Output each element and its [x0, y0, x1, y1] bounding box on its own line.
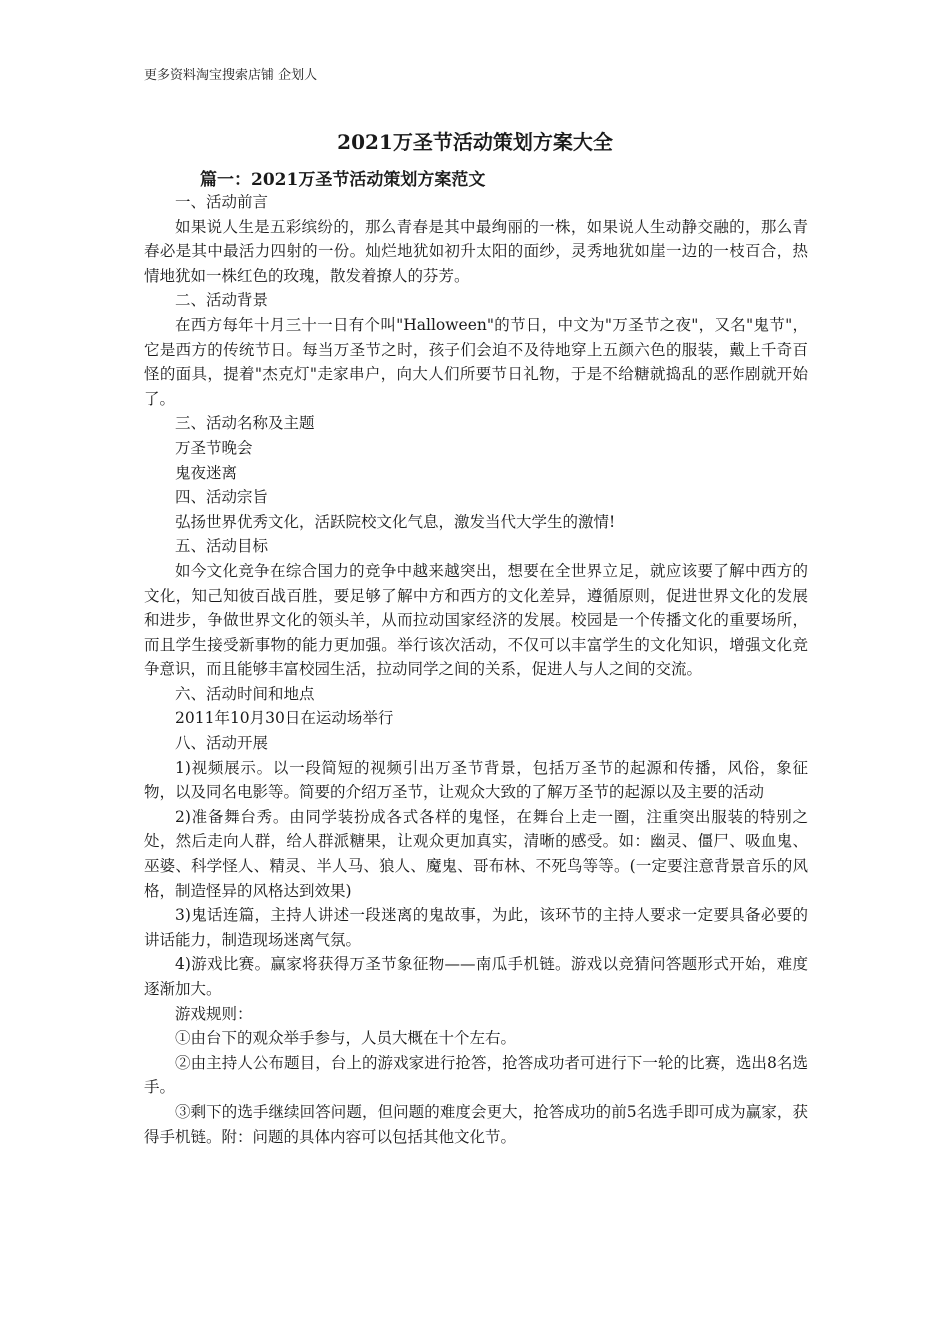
paragraph: ②由主持人公布题目，台上的游戏家进行抢答，抢答成功者可进行下一轮的比赛，选出8名选手。: [144, 1053, 808, 1097]
section-title: 篇一：2021万圣节活动策划方案范文: [200, 170, 486, 190]
paragraph: 4)游戏比赛。赢家将获得万圣节象征物——南瓜手机链。游戏以竞猜问答题形式开始，难度逐渐加大。: [144, 955, 808, 998]
paragraph: ①由台下的观众举手参与，人员大概在十个左右。: [175, 1029, 517, 1048]
paragraph: 2011年10月30日在运动场举行: [175, 709, 394, 728]
paragraph: 如果说人生是五彩缤纷的，那么青春是其中最绚丽的一株，如果说人生动静交融的，那么青春必是其中最活力四射的一份。灿烂地犹如初升太阳的面纱，灵秀地犹如崖一边的一枝百合，热情地犹如一株红色的玫瑰，散发着撩人的芬芳。: [144, 217, 808, 285]
paragraph: 在西方每年十月三十一日有个叫"Halloween"的节日，中文为"万圣节之夜"，又名"鬼节"，它是西方的传统节日。每当万圣节之时，孩子们会迫不及待地穿上五颜六色的服装，戴上千奇百怪的面具，提着"杰克灯"走家串户，向大人们所要节日礼物，于是不给糖就捣乱的恶作剧就开始了。: [144, 315, 808, 408]
paragraph: 八、活动开展: [175, 734, 269, 753]
paragraph: 游戏规则：: [175, 1004, 253, 1023]
paragraph: 2)准备舞台秀。由同学装扮成各式各样的鬼怪，在舞台上走一圈，注重突出服装的特别之处，然后走向人群，给人群派糖果，让观众更加真实，清晰的感受。如：幽灵、僵尸、吸血鬼、巫婆、科学怪人、精灵、半人马、狼人、魔鬼、哥布林、不死鸟等等。(一定要注意背景音乐的风格，制造怪异的风格达到效果): [144, 807, 808, 900]
header-note: 更多资料淘宝搜索店铺 企划人: [144, 68, 318, 83]
paragraph: 弘扬世界优秀文化，活跃院校文化气息，激发当代大学生的激情!: [175, 512, 616, 531]
paragraph: 二、活动背景: [175, 291, 269, 310]
paragraph: 3)鬼话连篇，主持人讲述一段迷离的鬼故事，为此，该环节的主持人要求一定要具备必要的讲话能力，制造现场迷离气氛。: [144, 906, 808, 949]
paragraph: 1)视频展示。以一段简短的视频引出万圣节背景，包括万圣节的起源和传播，风俗，象征物，以及同名电影等。简要的介绍万圣节，让观众大致的了解万圣节的起源以及主要的活动: [144, 758, 808, 802]
paragraph: 六、活动时间和地点: [175, 684, 315, 703]
paragraph: 鬼夜迷离: [175, 463, 238, 482]
paragraph: ③剩下的选手继续回答问题，但问题的难度会更大，抢答成功的前5名选手即可成为赢家，获得手机链。附：问题的具体内容可以包括其他文化节。: [144, 1102, 808, 1146]
paragraph: 如今文化竞争在综合国力的竞争中越来越突出，想要在全世界立足，就应该要了解中西方的文化，知己知彼百战百胜，要足够了解中方和西方的文化差异，遵循原则，促进世界文化的发展和进步，争做世界文化的领头羊，从而拉动国家经济的发展。校园是一个传播文化的重要场所，而且学生接受新事物的能力更加强。举行该次活动，不仅可以丰富学生的文化知识，增强文化竞争意识，而且能够丰富校园生活，拉动同学之间的关系，促进人与人之间的交流。: [144, 561, 808, 679]
document-body: [144, 190, 808, 1149]
paragraph: 四、活动宗旨: [175, 488, 269, 507]
paragraph: 万圣节晚会: [175, 438, 253, 457]
paragraph: 三、活动名称及主题: [175, 414, 315, 433]
document-title: 2021万圣节活动策划方案大全: [337, 130, 613, 154]
paragraph: 五、活动目标: [175, 537, 269, 556]
paragraph: 一、活动前言: [175, 193, 269, 211]
